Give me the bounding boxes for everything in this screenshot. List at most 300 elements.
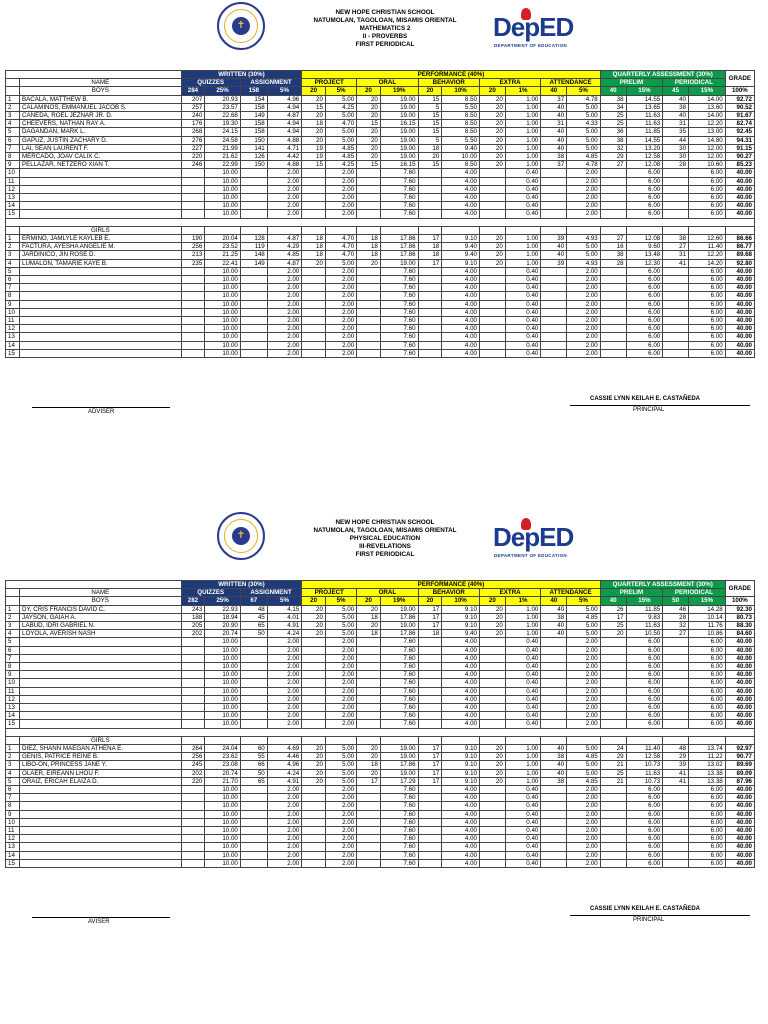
table-cell: 40.00 xyxy=(725,818,754,826)
table-cell: 11.63 xyxy=(626,112,663,120)
table-cell: 0.40 xyxy=(505,308,541,316)
student-name xyxy=(20,202,182,210)
table-cell xyxy=(600,333,626,341)
table-cell: 2.00 xyxy=(267,210,302,218)
table-cell: 6.00 xyxy=(689,810,726,818)
table-cell: 4.15 xyxy=(267,605,302,613)
table-cell xyxy=(325,226,356,234)
table-row xyxy=(6,802,755,810)
table-cell: 5.00 xyxy=(567,769,601,777)
table-cell: 2.00 xyxy=(267,317,302,325)
hps-cell: 5% xyxy=(267,87,302,95)
table-cell: 2.00 xyxy=(267,202,302,210)
student-name: JARDINICO, JIN ROSE D. xyxy=(20,251,182,259)
table-cell: 40.00 xyxy=(725,276,754,284)
table-cell: 30 xyxy=(663,144,689,152)
table-cell: 5.00 xyxy=(567,605,601,613)
table-cell: 7.60 xyxy=(380,292,418,300)
table-cell: 89.68 xyxy=(725,251,754,259)
table-cell: 40.00 xyxy=(725,695,754,703)
student-name xyxy=(20,194,182,202)
table-cell: 2.00 xyxy=(325,333,356,341)
table-cell: 2.00 xyxy=(325,835,356,843)
table-cell xyxy=(600,169,626,177)
table-cell: 38 xyxy=(541,613,567,621)
table-cell: 4.25 xyxy=(325,103,356,111)
table-cell: 8 xyxy=(6,153,20,161)
table-cell: 40 xyxy=(541,243,567,251)
table-cell: 40.00 xyxy=(725,794,754,802)
table-cell: 6.00 xyxy=(626,638,663,646)
table-cell: 2.00 xyxy=(267,712,302,720)
table-cell xyxy=(302,300,326,308)
table-cell xyxy=(541,679,567,687)
table-cell: 10.73 xyxy=(626,761,663,769)
table-cell: 40 xyxy=(541,769,567,777)
hps-cell: 20 xyxy=(479,87,505,95)
student-name: LAI, SEAN LAURENT F. xyxy=(20,144,182,152)
table-cell: 5 xyxy=(6,638,20,646)
table-cell xyxy=(418,325,442,333)
table-cell xyxy=(418,169,442,177)
table-cell: 1.00 xyxy=(505,144,541,152)
table-cell: 4.85 xyxy=(567,753,601,761)
period-title: FIRST PERIODICAL xyxy=(355,41,415,48)
table-cell: 158 xyxy=(240,103,267,111)
table-cell xyxy=(302,736,326,744)
table-cell: 2.00 xyxy=(267,695,302,703)
table-cell: 6.00 xyxy=(689,177,726,185)
student-name: ERMINO, JAMLYLE KAYLEB E. xyxy=(20,235,182,243)
table-cell: 0.40 xyxy=(505,177,541,185)
table-cell xyxy=(357,859,381,867)
table-cell xyxy=(600,736,626,744)
table-cell: 7.60 xyxy=(380,671,418,679)
table-cell xyxy=(418,638,442,646)
table-cell: 5.00 xyxy=(567,622,601,630)
deped-logo: DepED DEPARTMENT OF EDUCATION xyxy=(493,518,583,564)
table-cell: 4.00 xyxy=(442,284,480,292)
table-cell: 240 xyxy=(181,112,205,120)
table-cell: 4 xyxy=(6,259,20,267)
table-cell: 2.00 xyxy=(567,818,601,826)
table-cell: 40.00 xyxy=(725,308,754,316)
table-cell xyxy=(479,720,505,728)
table-cell xyxy=(357,851,381,859)
table-cell: 20 xyxy=(479,144,505,152)
table-cell xyxy=(357,720,381,728)
table-cell xyxy=(541,687,567,695)
table-cell xyxy=(418,194,442,202)
table-cell xyxy=(663,317,689,325)
table-cell: 86.77 xyxy=(725,243,754,251)
table-cell xyxy=(541,194,567,202)
table-cell: 5 xyxy=(6,777,20,785)
table-cell xyxy=(479,267,505,275)
table-cell: 25 xyxy=(600,112,626,120)
table-cell xyxy=(626,736,663,744)
table-cell: 2.00 xyxy=(267,341,302,349)
table-cell: 3 xyxy=(6,761,20,769)
table-cell: 19 xyxy=(302,153,326,161)
table-cell: 18 xyxy=(357,235,381,243)
table-cell: 6.00 xyxy=(689,317,726,325)
table-cell: 13.60 xyxy=(689,103,726,111)
table-cell: 257 xyxy=(181,103,205,111)
table-cell xyxy=(479,317,505,325)
table-cell: 245 xyxy=(181,761,205,769)
table-cell xyxy=(600,818,626,826)
table-cell xyxy=(181,284,205,292)
student-name xyxy=(20,638,182,646)
table-cell: 6.00 xyxy=(626,177,663,185)
table-cell: 4.00 xyxy=(442,185,480,193)
hps-cell: 50 xyxy=(663,597,689,605)
table-cell xyxy=(302,292,326,300)
student-name xyxy=(20,169,182,177)
table-cell: 40.00 xyxy=(725,687,754,695)
adviser-signature-line xyxy=(32,917,170,918)
hps-cell: 5% xyxy=(567,87,601,95)
table-cell: 10.00 xyxy=(205,169,241,177)
table-cell: 40 xyxy=(541,251,567,259)
table-cell: 0.40 xyxy=(505,317,541,325)
table-cell: 20 xyxy=(479,251,505,259)
table-row xyxy=(6,284,755,292)
table-cell: 40.00 xyxy=(725,802,754,810)
table-cell: 0.40 xyxy=(505,267,541,275)
table-cell: 220 xyxy=(181,777,205,785)
table-cell: 44 xyxy=(663,136,689,144)
student-name xyxy=(20,687,182,695)
table-cell: 19.00 xyxy=(380,259,418,267)
table-cell: 202 xyxy=(181,769,205,777)
table-cell: 205 xyxy=(181,622,205,630)
table-cell: 17 xyxy=(418,605,442,613)
table-cell xyxy=(302,654,326,662)
table-cell: 0.40 xyxy=(505,810,541,818)
table-cell: 10.14 xyxy=(689,613,726,621)
table-cell: 2.00 xyxy=(325,317,356,325)
table-cell: 10.00 xyxy=(205,202,241,210)
table-cell: 20 xyxy=(479,153,505,161)
table-cell: 15 xyxy=(418,120,442,128)
table-cell: 1.00 xyxy=(505,613,541,621)
table-cell: 8.50 xyxy=(442,161,480,169)
table-cell: 20 xyxy=(357,128,381,136)
table-cell xyxy=(418,671,442,679)
table-cell xyxy=(663,333,689,341)
table-cell: 20 xyxy=(357,605,381,613)
table-cell: 176 xyxy=(181,120,205,128)
table-cell xyxy=(663,194,689,202)
table-cell xyxy=(181,859,205,867)
table-cell: 20 xyxy=(357,769,381,777)
table-cell: 18.94 xyxy=(205,613,241,621)
table-cell: 2.00 xyxy=(567,663,601,671)
boys-label: BOYS xyxy=(20,597,182,605)
table-cell: 14 xyxy=(6,202,20,210)
table-cell: 2.00 xyxy=(325,712,356,720)
table-cell xyxy=(240,325,267,333)
table-row xyxy=(6,292,755,300)
table-cell: 2.00 xyxy=(267,827,302,835)
table-cell xyxy=(302,810,326,818)
table-row xyxy=(6,761,755,769)
table-cell xyxy=(181,177,205,185)
table-cell: 2.00 xyxy=(567,194,601,202)
table-cell: 4.33 xyxy=(567,120,601,128)
table-cell: 2.00 xyxy=(325,843,356,851)
table-cell: 11.22 xyxy=(689,753,726,761)
table-cell xyxy=(663,210,689,218)
table-row xyxy=(6,679,755,687)
table-cell: 92.97 xyxy=(725,745,754,753)
hps-cell: 15% xyxy=(626,597,663,605)
table-cell xyxy=(181,794,205,802)
table-cell xyxy=(380,226,418,234)
table-cell xyxy=(240,194,267,202)
table-cell: 4.87 xyxy=(267,259,302,267)
table-row xyxy=(6,720,755,728)
student-name xyxy=(20,646,182,654)
table-cell xyxy=(181,300,205,308)
table-cell: 20 xyxy=(357,103,381,111)
col-oral: ORAL xyxy=(357,79,418,87)
table-cell: 32 xyxy=(600,144,626,152)
table-cell xyxy=(302,851,326,859)
table-cell xyxy=(181,827,205,835)
table-cell: 6 xyxy=(6,276,20,284)
table-cell: 82.74 xyxy=(725,120,754,128)
table-cell: 41 xyxy=(663,259,689,267)
student-name xyxy=(20,679,182,687)
table-cell: 5.00 xyxy=(567,112,601,120)
table-cell: 3 xyxy=(6,622,20,630)
table-cell: 7.60 xyxy=(380,859,418,867)
table-cell: 19.00 xyxy=(380,95,418,103)
table-row xyxy=(6,695,755,703)
table-cell: 12.60 xyxy=(689,235,726,243)
table-cell: 21 xyxy=(600,777,626,785)
table-cell: 10.00 xyxy=(205,810,241,818)
table-cell xyxy=(600,654,626,662)
table-cell xyxy=(418,267,442,275)
student-name xyxy=(20,333,182,341)
table-cell: 14.80 xyxy=(689,136,726,144)
table-cell xyxy=(418,827,442,835)
table-cell xyxy=(302,276,326,284)
table-cell xyxy=(181,646,205,654)
table-cell: 10 xyxy=(6,169,20,177)
table-cell: 17 xyxy=(418,769,442,777)
table-cell: 2.00 xyxy=(267,185,302,193)
school-seal-icon: ✝ xyxy=(217,2,265,50)
student-name: LOYOLA, AVERISH NASH xyxy=(20,630,182,638)
table-cell xyxy=(181,712,205,720)
table-cell xyxy=(302,317,326,325)
table-row xyxy=(6,169,755,177)
table-cell: 14.00 xyxy=(689,112,726,120)
hps-cell: 19% xyxy=(380,597,418,605)
student-name xyxy=(20,671,182,679)
table-cell: 6.00 xyxy=(689,687,726,695)
table-row xyxy=(6,613,755,621)
table-cell: 7.60 xyxy=(380,185,418,193)
table-cell: 6.00 xyxy=(626,859,663,867)
table-cell: 2.00 xyxy=(325,300,356,308)
table-cell: 22.99 xyxy=(205,161,241,169)
hps-cell: 5% xyxy=(325,597,356,605)
table-cell xyxy=(479,794,505,802)
table-cell: 20 xyxy=(357,112,381,120)
table-cell xyxy=(181,341,205,349)
table-cell: 6.00 xyxy=(689,835,726,843)
table-cell: 48 xyxy=(663,745,689,753)
table-cell: 6.00 xyxy=(626,654,663,662)
table-cell: 4 xyxy=(6,630,20,638)
table-cell: 150 xyxy=(240,136,267,144)
table-cell: 20.74 xyxy=(205,630,241,638)
table-cell: 20 xyxy=(479,112,505,120)
table-cell: 4.00 xyxy=(442,859,480,867)
table-cell: 6.00 xyxy=(689,818,726,826)
table-cell xyxy=(240,226,267,234)
table-cell: 7.60 xyxy=(380,663,418,671)
table-cell: 20 xyxy=(302,622,326,630)
table-cell: 16 xyxy=(600,243,626,251)
table-cell: 213 xyxy=(181,251,205,259)
table-row xyxy=(6,161,755,169)
table-cell: 4.46 xyxy=(267,753,302,761)
table-cell xyxy=(442,736,480,744)
table-cell: 5.00 xyxy=(325,128,356,136)
header-blank xyxy=(6,71,182,79)
table-cell: 9.10 xyxy=(442,259,480,267)
table-cell xyxy=(240,736,267,744)
table-row xyxy=(6,120,755,128)
table-cell xyxy=(267,736,302,744)
table-cell: 4.00 xyxy=(442,679,480,687)
table-cell xyxy=(479,671,505,679)
table-cell: 6.00 xyxy=(689,704,726,712)
table-cell: 11 xyxy=(6,827,20,835)
table-cell: 6.00 xyxy=(626,810,663,818)
col-prelim: PRELIM xyxy=(600,79,662,87)
table-cell: 10.00 xyxy=(205,276,241,284)
table-cell xyxy=(663,859,689,867)
table-cell: 87.96 xyxy=(725,777,754,785)
hps-cell: 20 xyxy=(302,597,326,605)
group-grade: GRADE xyxy=(725,71,754,87)
table-cell: 39 xyxy=(541,259,567,267)
table-cell: 20 xyxy=(302,605,326,613)
student-name xyxy=(20,185,182,193)
table-cell: 4.00 xyxy=(442,810,480,818)
table-cell: 5.00 xyxy=(325,136,356,144)
table-cell: 40 xyxy=(541,128,567,136)
table-cell: 40.00 xyxy=(725,859,754,867)
table-cell xyxy=(240,835,267,843)
table-cell xyxy=(357,210,381,218)
table-cell: 11.40 xyxy=(626,745,663,753)
table-cell: 5.00 xyxy=(567,144,601,152)
table-cell xyxy=(181,851,205,859)
table-cell: 19.00 xyxy=(380,128,418,136)
col-quizzes: QUIZZES xyxy=(181,79,240,87)
table-cell: 17 xyxy=(418,235,442,243)
table-cell: 19.00 xyxy=(380,605,418,613)
table-cell: 85.23 xyxy=(725,161,754,169)
table-row xyxy=(6,810,755,818)
table-row xyxy=(6,202,755,210)
section-title: II - PROVERBS xyxy=(362,33,408,40)
table-cell: 2.00 xyxy=(325,276,356,284)
table-cell xyxy=(302,267,326,275)
table-cell: 19.00 xyxy=(380,144,418,152)
table-cell: 23.52 xyxy=(205,243,241,251)
table-row xyxy=(6,144,755,152)
table-cell: 35 xyxy=(663,128,689,136)
table-cell: 18 xyxy=(357,613,381,621)
table-cell: 6.00 xyxy=(626,300,663,308)
table-cell xyxy=(418,226,442,234)
table-cell: 4.00 xyxy=(442,194,480,202)
table-cell: 20 xyxy=(302,745,326,753)
hps-cell: 20 xyxy=(479,597,505,605)
table-cell xyxy=(240,210,267,218)
table-cell: 0.40 xyxy=(505,720,541,728)
table-cell xyxy=(541,300,567,308)
table-cell: 9.40 xyxy=(442,243,480,251)
student-name: GENIS, PATRICE REINE B. xyxy=(20,753,182,761)
table-cell: 17.86 xyxy=(380,251,418,259)
hps-cell: 40 xyxy=(600,597,626,605)
table-cell: 2.00 xyxy=(325,177,356,185)
section-title: III-REVELATIONS xyxy=(359,543,411,550)
table-cell xyxy=(357,341,381,349)
table-cell xyxy=(181,325,205,333)
table-cell: 6.00 xyxy=(626,712,663,720)
student-name xyxy=(20,827,182,835)
table-cell xyxy=(302,827,326,835)
table-cell: 6.00 xyxy=(689,300,726,308)
table-cell xyxy=(663,169,689,177)
table-cell: 3 xyxy=(6,112,20,120)
table-row xyxy=(6,95,755,103)
table-cell: 20 xyxy=(302,95,326,103)
col-behavior: BEHAVIOR xyxy=(418,79,479,87)
table-cell: 2.00 xyxy=(567,276,601,284)
table-cell: 2.00 xyxy=(567,177,601,185)
table-cell: 2.00 xyxy=(567,671,601,679)
table-cell xyxy=(600,276,626,284)
table-cell: 9.10 xyxy=(442,605,480,613)
table-cell: 10.00 xyxy=(205,317,241,325)
table-cell: 38 xyxy=(541,777,567,785)
table-cell: 119 xyxy=(240,243,267,251)
table-cell xyxy=(663,810,689,818)
table-cell: 40.00 xyxy=(725,185,754,193)
table-cell: 2.00 xyxy=(325,169,356,177)
table-cell: 40 xyxy=(663,112,689,120)
table-cell: 2.00 xyxy=(267,818,302,826)
table-cell: 18 xyxy=(302,251,326,259)
table-cell: 4.00 xyxy=(442,169,480,177)
table-cell xyxy=(663,276,689,284)
table-cell: 4.00 xyxy=(442,349,480,357)
table-cell xyxy=(663,284,689,292)
